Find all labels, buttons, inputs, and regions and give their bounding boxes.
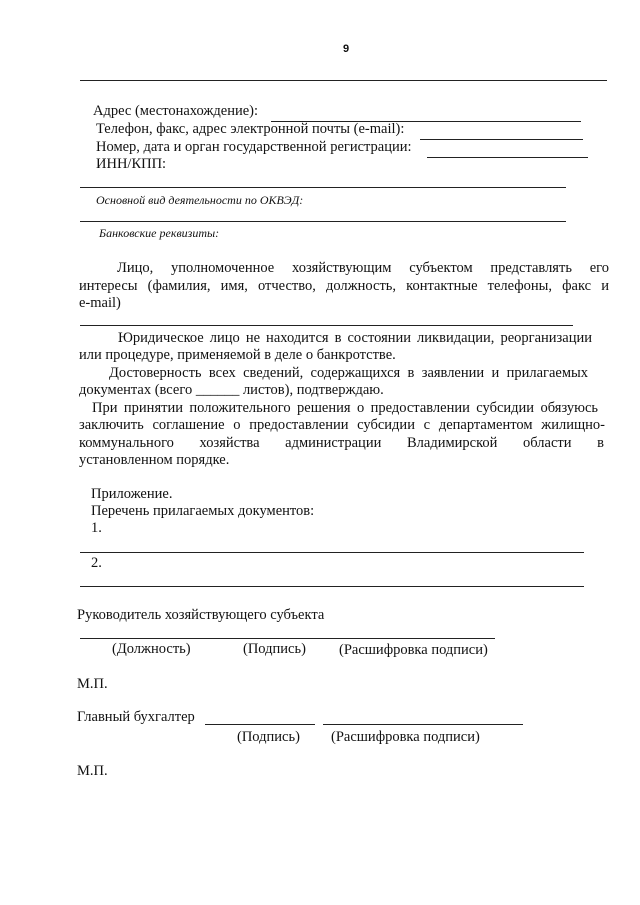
stamp-place-2: М.П. [77,763,108,779]
inn-rule[interactable] [80,187,566,188]
okved-label: Основной вид деятельности по ОКВЭД: [96,193,304,207]
agreement-line-3: коммунального хозяйства администрации Владимирской области в [79,435,604,451]
accountant-signature-field[interactable] [205,724,315,725]
agreement-line-1: При принятии положительного решения о предоставлении субсидии обязуюсь [92,400,598,416]
accountant-signature-caption: (Подпись) [237,729,300,745]
agreement-line-2: заключить соглашение о предоставлении субсидии с департаментом жилищно- [79,417,605,433]
top-rule [80,80,607,81]
signature-caption: (Подпись) [243,641,306,657]
registration-field[interactable] [427,157,588,158]
agreement-line-4: установленном порядке. [79,452,230,468]
representative-field[interactable] [80,325,573,326]
inn-label: ИНН/КПП: [96,156,167,172]
registration-label: Номер, дата и орган государственной регистрации: [96,139,412,155]
decode-caption: (Расшифровка подписи) [339,642,488,658]
attachments-list-label: Перечень прилагаемых документов: [91,503,315,519]
representative-line-2: интересы (фамилия, имя, отчество, должность, контактные телефоны, факс и [79,278,609,294]
head-label: Руководитель хозяйствующего субъекта [77,607,325,623]
accountant-decode-caption: (Расшифровка подписи) [331,729,480,745]
position-caption: (Должность) [112,641,191,657]
attachment-item-1: 1. [91,520,102,536]
contacts-label: Телефон, факс, адрес электронной почты (e-mail): [96,121,405,137]
head-signature-field[interactable] [80,638,495,639]
contacts-field[interactable] [420,139,583,140]
accuracy-line-2: документах (всего ______ листов), подтверждаю. [79,382,384,398]
attachment-item-2: 2. [91,555,102,571]
page-number: 9 [343,43,350,55]
bank-label: Банковские реквизиты: [99,226,220,240]
accountant-decode-field[interactable] [323,724,523,725]
attachments-title: Приложение. [91,486,173,502]
okved-rule[interactable] [80,221,566,222]
attachment-item-2-field[interactable] [80,586,584,587]
attachment-item-1-field[interactable] [80,552,584,553]
representative-line-3: e-mail) [79,295,121,311]
stamp-place-1: М.П. [77,676,108,692]
representative-line-1: Лицо, уполномоченное хозяйствующим субъектом представлять его [117,260,609,276]
liquidation-line-1: Юридическое лицо не находится в состоянии ликвидации, реорганизации [118,330,592,346]
address-label: Адрес (местонахождение): [93,103,259,119]
liquidation-line-2: или процедуре, применяемой в деле о банкротстве. [79,347,396,363]
accountant-label: Главный бухгалтер [77,709,195,725]
accuracy-line-1: Достоверность всех сведений, содержащихся в заявлении и прилагаемых [109,365,588,381]
